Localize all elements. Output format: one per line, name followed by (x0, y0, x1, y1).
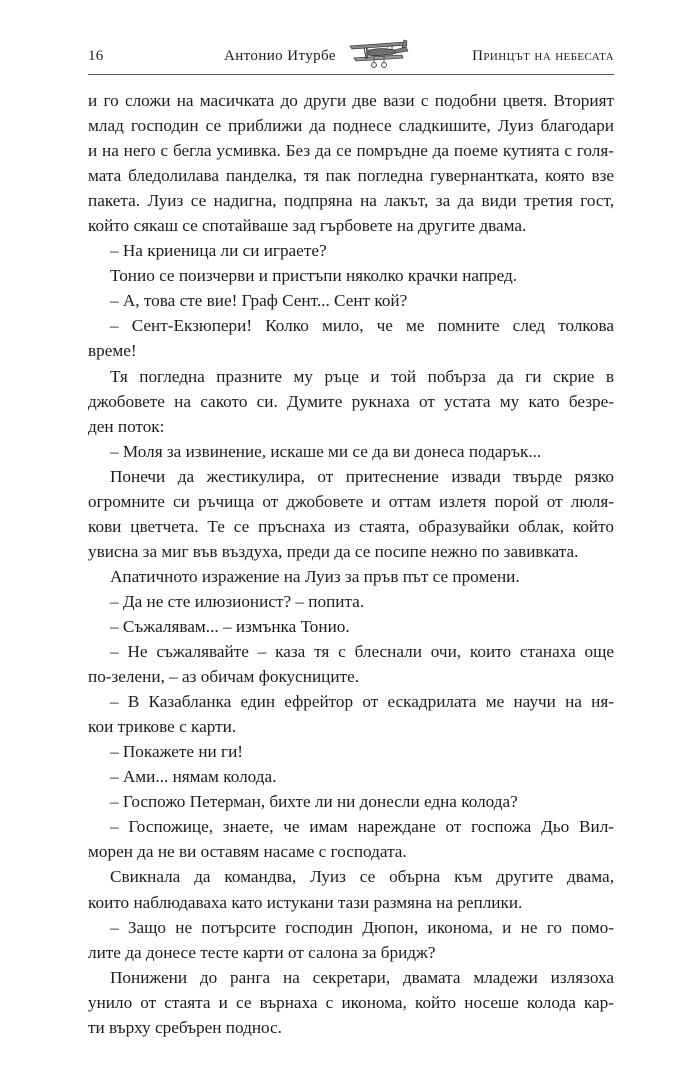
header-rule (88, 74, 614, 75)
text-line: Тонио се поизчерви и пристъпи няколко крачки напред. (110, 266, 518, 286)
text-line: млад господин се приближи да поднесе сладкишите, Луиз благодари (88, 116, 614, 136)
text-line: Понижени до ранга на секретари, двамата младежи излязоха (110, 967, 614, 987)
text-line: джобовете на сакото си. Думите рукнаха от устата му като безре- (88, 391, 614, 411)
text-line: пакета. Луиз се надигна, подпряна на лакът, за да види третия гост, (88, 191, 614, 211)
text-line: Апатичното изражение на Луиз за пръв път се промени. (110, 566, 520, 586)
author-name: Антонио Итурбе (224, 48, 336, 64)
text-line: – Сент-Екзюпери! Колко мило, че ме помните след толкова (110, 316, 614, 336)
text-line: – В Казабланка един ефрейтор от ескадрилата ме научи на ня- (110, 692, 614, 712)
text-line: ти върху сребърен поднос. (88, 1017, 282, 1037)
text-line: – На криеница ли си играете? (110, 241, 327, 261)
text-line: – Съжалявам... – измънка Тонио. (110, 616, 350, 636)
text-line: огромните си ръчища от джобовете и оттам излетя порой от люля- (88, 491, 614, 511)
text-line: – Покажете ни ги! (110, 742, 243, 762)
text-line: Понечи да жестикулира, от притеснение извади твърде рязко (110, 466, 614, 486)
text-line: – Моля за извинение, искаше ми се да ви донеса подарък... (110, 441, 542, 461)
text-line: кои трикове с карти. (88, 717, 237, 737)
text-line: – Ами... нямам колода. (110, 767, 277, 787)
text-line: унило от стаята и се върнаха с иконома, който носеше колода кар- (88, 992, 614, 1012)
book-title: Принцът на небесата (472, 48, 614, 64)
text-line: мата бледолилава панделка, тя пак погледна гувернантката, която взе (88, 166, 614, 186)
text-line: ден поток: (88, 416, 165, 436)
text-line: – Да не сте илюзионист? – попита. (110, 591, 365, 611)
body-text (88, 88, 614, 1040)
text-line: кови цветчета. Те се пръснаха из стаята, образувайки облак, който (88, 516, 614, 536)
text-line: – Госпожо Петерман, бихте ли ни донесли една колода? (110, 792, 518, 812)
text-line: който сякаш се спотайваше зад гърбовете на другите двама. (88, 216, 527, 236)
text-line: по-зелени, – аз обичам фокусниците. (88, 667, 360, 687)
page-number: 16 (88, 48, 104, 64)
text-line: – А, това сте вие! Граф Сент... Сент кой? (110, 291, 408, 311)
text-line: Свикнала да командва, Луиз се обърна към другите двама, (110, 867, 614, 887)
text-line: и на него с бегла усмивка. Без да се помръдне да поеме кутията с голя- (88, 141, 614, 161)
text-line: които наблюдаваха като истукани тази размяна на реплики. (88, 892, 523, 912)
running-header (88, 34, 614, 78)
text-line: увисна за миг във въздуха, преди да се посипе нежно по завивката. (88, 541, 579, 561)
text-line: – Госпожице, знаете, че имам нареждане от госпожа Дьо Вил- (110, 817, 614, 837)
text-line: и го сложи на масичката до други две вази с подобни цветя. Вторият (88, 91, 614, 110)
text-line: – Защо не потърсите господин Дюпон, иконома, и не го помо- (110, 917, 614, 937)
text-line: Тя погледна празните му ръце и той побърза да ги скрие в (110, 366, 614, 386)
text-line: морен да не ви оставям насаме с господата. (88, 842, 407, 862)
biplane-icon (346, 34, 412, 74)
text-line: лите да донесе тесте карти от салона за бридж? (88, 942, 436, 962)
text-line: – Не съжалявайте – каза тя с блеснали очи, които станаха още (110, 642, 614, 662)
text-line: време! (88, 341, 137, 361)
